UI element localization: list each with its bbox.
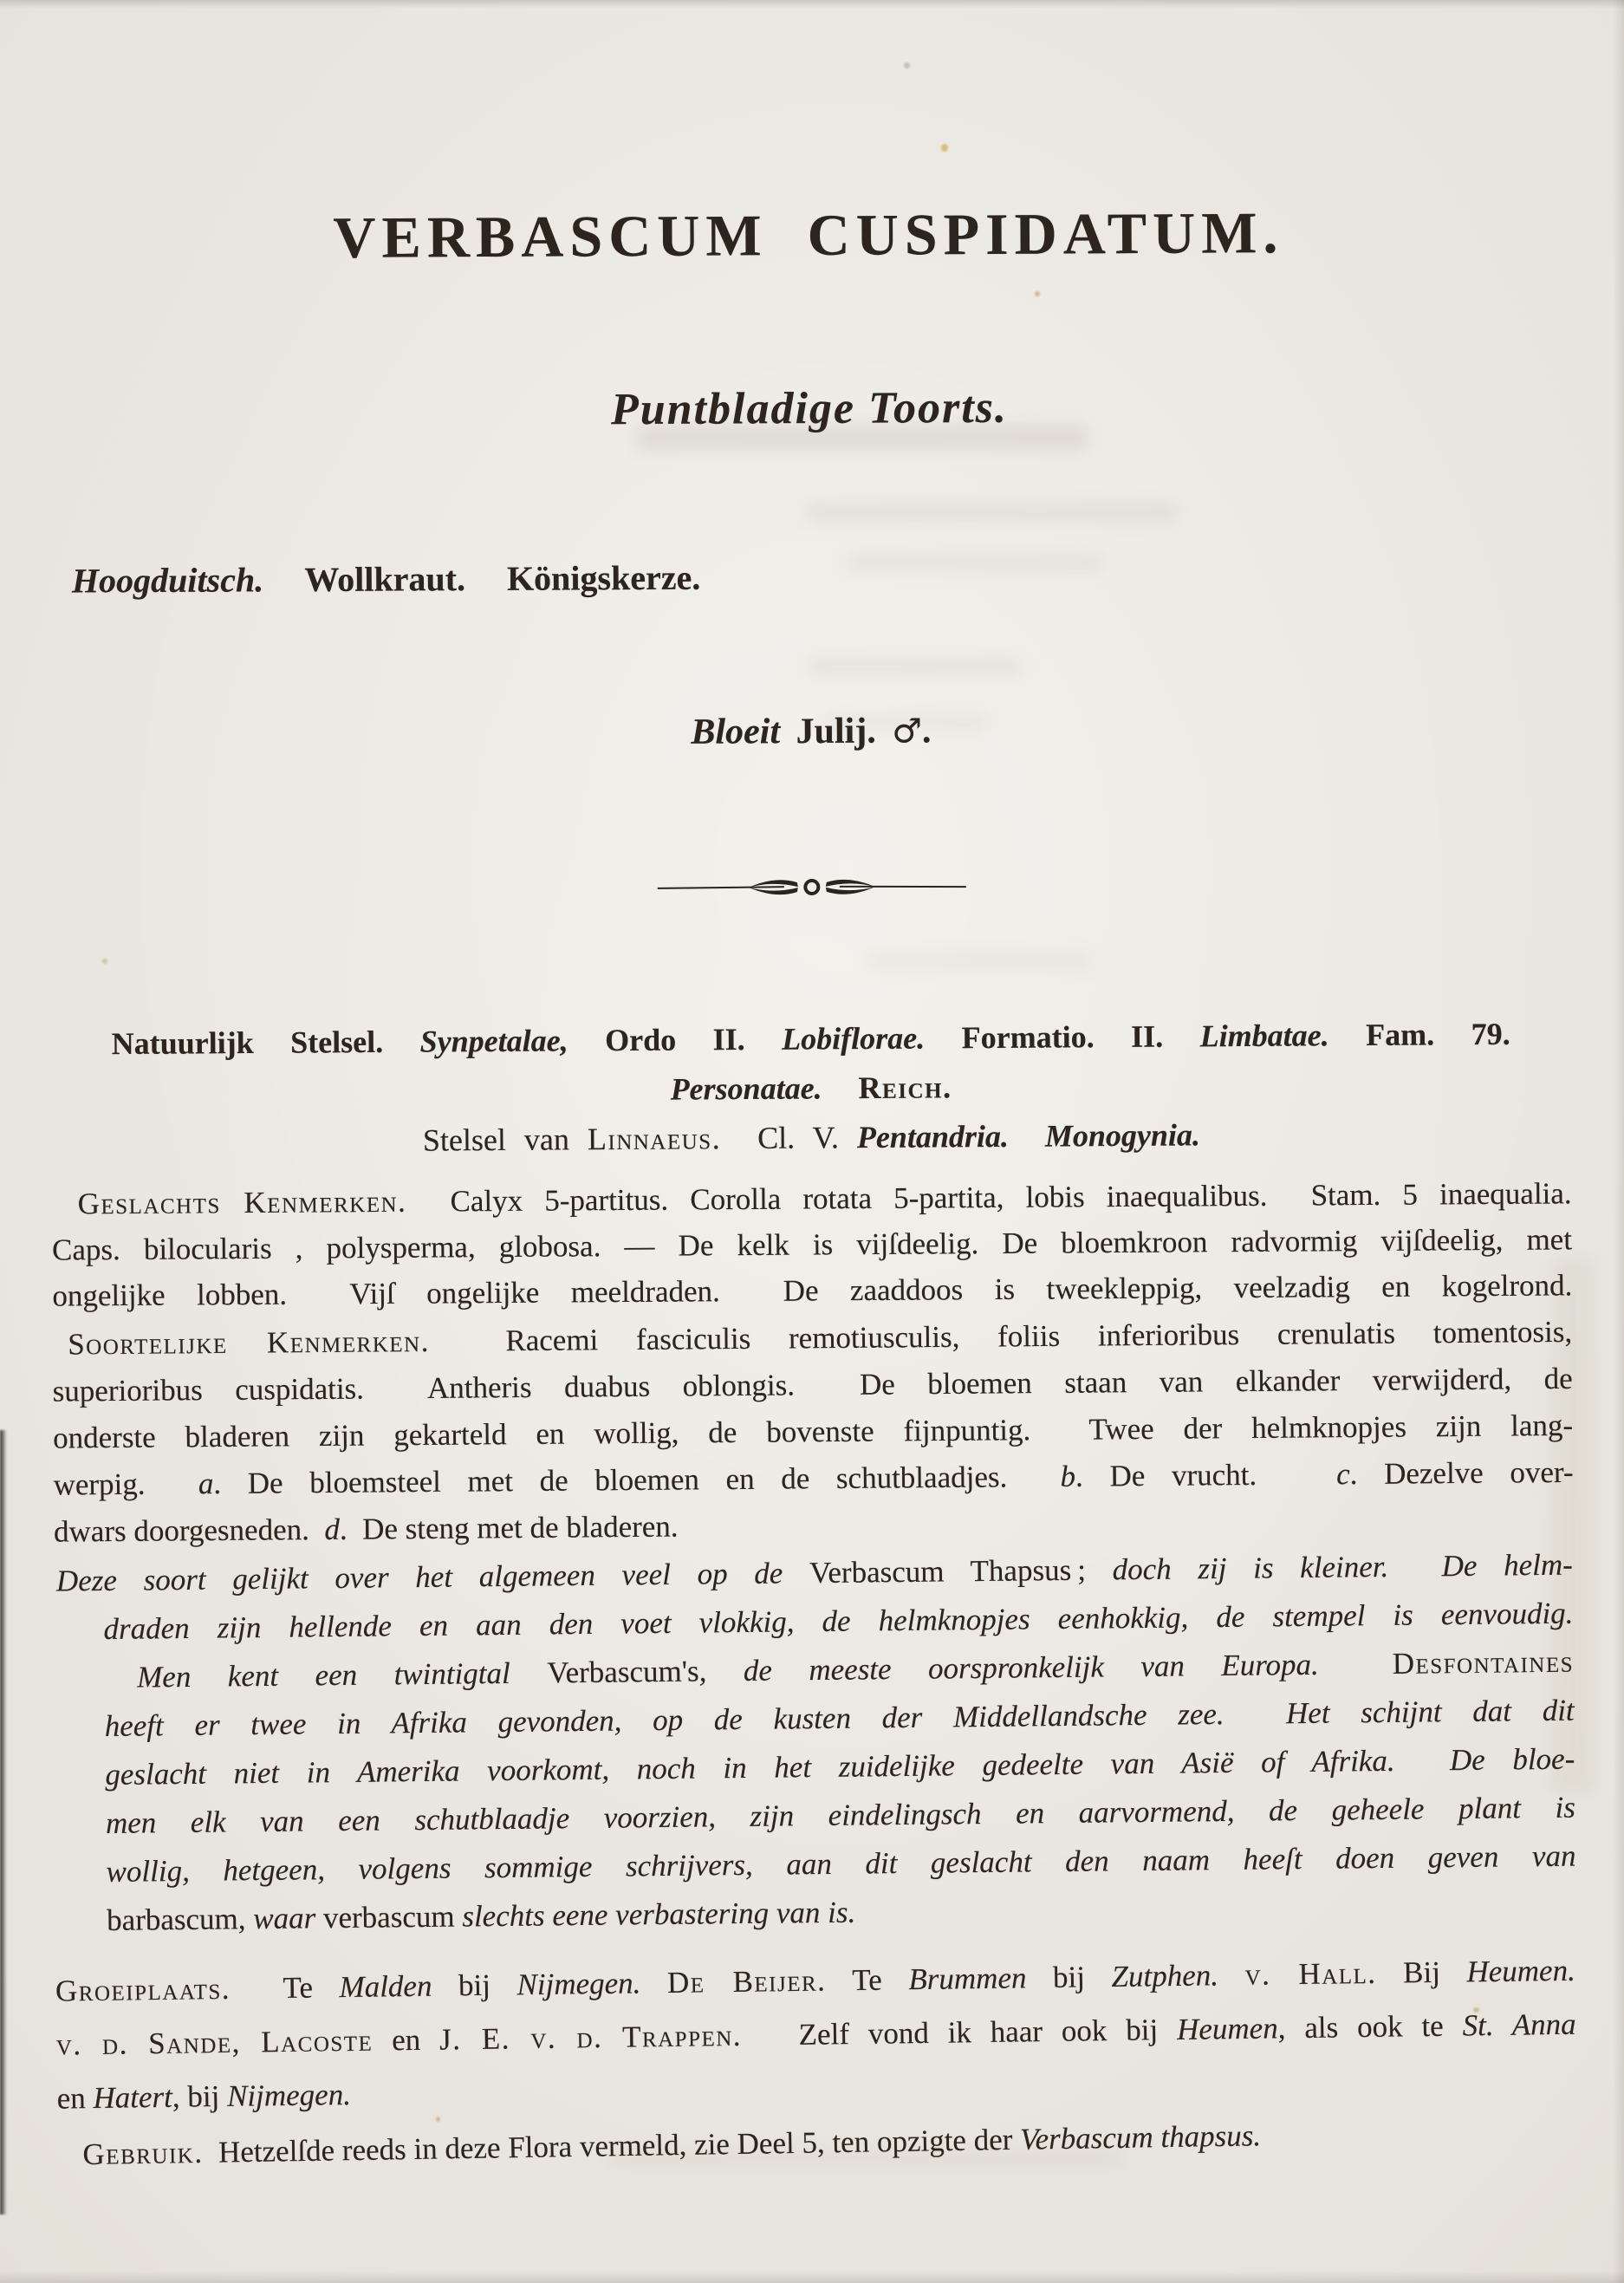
text-line: Soortelijke Kenmerken. Racemi fasciculis remotiusculis, foliis inferioribus crenulatis tomentosis, [68,1314,1573,1362]
section-groeiplaats [55,1944,1577,2126]
text-line: Men kent een twintigtal Verbascum's, de meeste oorspronkelijk van Europa. Desfontaines [136,1644,1575,1694]
section-soortelijke-kenmerken [52,1309,1574,1556]
text-line: heeft er twee in Afrika gevonden, op de kusten der Middellandsche zee. Het schijnt dat dit [104,1693,1575,1743]
text-line: geslacht niet in Amerika voorkomt, noch in het zuidelijke gedeelte van Asië of Afrika. De bloe- [105,1741,1575,1792]
section-description [53,1541,1577,1946]
text-line: Geslachts Kenmerken. Calyx 5-partitus. Corolla rotata 5-partita, lobis inaequalibus. Stam. 5 inaequalia. [77,1176,1572,1221]
divider-ornament [0,866,1624,914]
text-line: en Hatert, bij Nijmegen. [56,2077,352,2116]
text-line: Groeiplaats. Te Malden bij Nijmegen. De Beijer. Te Brummen bij Zutphen. v. Hall. Bij Heumen. [55,1953,1576,2008]
text-line: Deze soort gelijkt over het algemeen veel op de Verbascum Thapsus ; doch zij is kleiner. De helm- [55,1547,1574,1598]
language-names-line: Hoogduitsch. Wollkraut. Königskerze. [71,557,701,601]
page-title: VERBASCUM CUSPIDATUM. [333,199,1284,270]
text-line: dwars doorgesneden. d. De steng met de bladeren. [53,1509,679,1549]
bloom-time-line: Bloeit Julij. ♂. [691,711,932,752]
text-line: Gebruik. Hetzelſde reeds in deze Flora vermeld, zie Deel 5, ten opzigte der Verbascum thapsus. [82,2118,1262,2172]
text-line: v. d. Sande, Lacoste en J. E. v. d. Trappen. Zelf vond ik haar ook bij Heumen, als ook te St. Anna [55,2007,1576,2062]
page-subtitle: Puntbladige Toorts. [610,382,1009,435]
text-line: Caps. bilocularis , polysperma, globosa. — De kelk is vijſdeelig. De bloemkroon radvormig vijſdeelig, met [51,1222,1573,1267]
text-line: draden zijn hellende en aan den voet vlokkig, de helmknopjes eenhokkig, de stempel is eenvoudig. [103,1596,1574,1646]
text-line: Stelsel van Linnaeus. Cl. V. Pentandria. Monogynia. [422,1117,1201,1158]
text-line: ongelijke lobben. Vijſ ongelijke meeldraden. De zaaddoos is tweekleppig, veelzadig en kogelrond. [52,1268,1573,1313]
text-line: superioribus cuspidatis. Antheris duabus oblongis. De bloemen staan van elkander verwijderd, de [52,1361,1573,1408]
text-line: onderste bladeren zijn gekarteld en wollig, de bovenste fijnpuntig. Twee der helmknopjes zijn lang- [52,1408,1574,1455]
section-geslachts-kenmerken [51,1170,1572,1318]
text-line: barbascum, waar verbascum slechts eene verbastering van is. [106,1895,856,1937]
text-line: Natuurlijk Stelsel. Synpetalae, Ordo II. Lobiflorae. Formatio. II. Limbatae. Fam. 79. [111,1016,1510,1062]
text-line: men elk van een schutblaadje voorzien, zijn eindelingsch en aarvormend, de geheele plant is [105,1790,1576,1840]
text-line: werpig. a. De bloemsteel met de bloemen en de schutblaadjes. b. De vrucht. c. Dezelve over- [53,1454,1574,1502]
divider-ornament-icon [656,869,968,906]
section-classification [50,1009,1571,1168]
text-line: Personatae. Reich. [670,1070,952,1107]
text-line: wollig, hetgeen, volgens sommige schrijvers, aan dit geslacht den naam heeſt doen geven van [106,1838,1576,1889]
